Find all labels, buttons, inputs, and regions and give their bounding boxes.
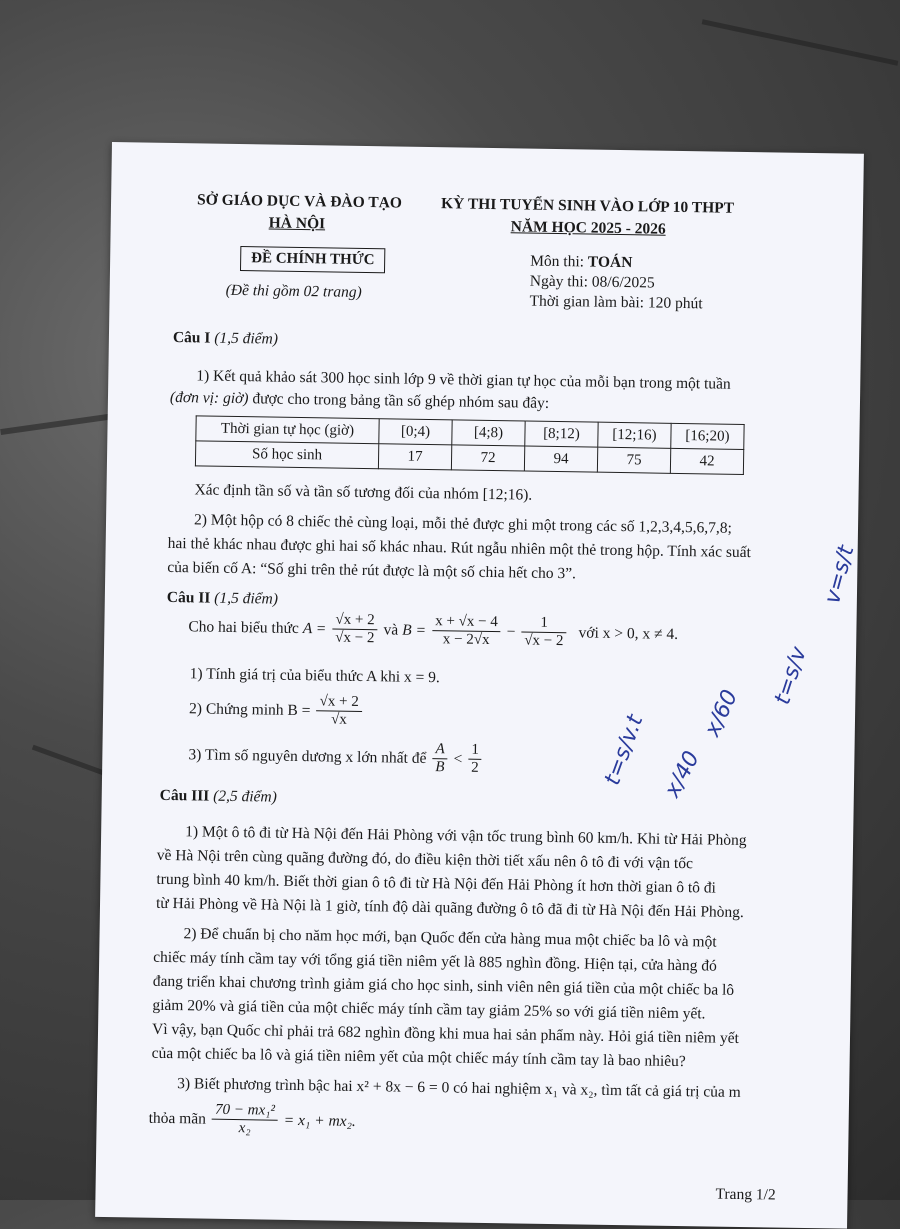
q3-points: (2,5 điểm)	[213, 787, 277, 806]
table-header-count: Số học sinh	[195, 441, 378, 469]
q2-s3-numerator-1: 1	[468, 742, 482, 760]
q2-s1: 1) Tính giá trị của biểu thức A khi x = 9.	[189, 665, 440, 687]
q3-p2-line: giảm 20% và giá tiền của một chiếc máy tính cầm tay giảm 25% so với giá tiền niêm yết.	[152, 996, 706, 1023]
q2-s3-prefix: 3) Tìm số nguyên dương x lớn nhất để	[188, 745, 427, 767]
q3-p1-line: từ Hải Phòng về Hà Nội là 1 giờ, tính độ dài quãng đường ô tô đã đi từ Hà Nội đến Hải Phòng.	[155, 894, 745, 922]
q2-s3-denominator-2: 2	[471, 759, 479, 776]
q3-p3-numerator: 70 − mx₁²	[212, 1102, 278, 1121]
expr-b-fraction-1	[432, 613, 501, 649]
handwritten-note: x/60	[700, 686, 744, 741]
expr-b-denominator-1: x − 2√x	[442, 631, 490, 648]
subject-name: TOÁN	[587, 253, 633, 272]
q3-p3-prefix: thỏa mãn	[148, 1109, 207, 1128]
table-cell-group: [12;16)	[598, 422, 671, 448]
exam-paper	[95, 142, 864, 1229]
table-cell-count: 72	[451, 445, 524, 471]
table-cell-group: [4;8)	[452, 420, 525, 446]
expr-b-minus: −	[506, 622, 516, 640]
q1-points: (1,5 điểm)	[214, 329, 279, 348]
q3-p1-line: 1) Một ô tô đi từ Hà Nội đến Hải Phòng với vận tốc trung bình 60 km/h. Khi từ Hải Phòng	[185, 823, 747, 850]
q3-p2-line: Vì vậy, bạn Quốc chỉ phải trả 682 nghìn đồng khi mua hai sản phẩm này. Hỏi giá tiền niêm yết	[151, 1020, 739, 1047]
q3-p2-line: 2) Để chuẩn bị cho năm học mới, bạn Quốc đến cửa hàng mua một chiếc ba lô và một	[183, 925, 717, 951]
q1-unit: (đơn vị: giờ)	[169, 388, 249, 408]
q2-intro: Cho hai biểu thức	[188, 617, 299, 637]
q2-s3-fraction-ab	[432, 741, 448, 776]
q2-s3-denominator-b: B	[435, 759, 445, 776]
expr-a-denominator: √x − 2	[335, 629, 375, 647]
expr-b-numerator-2: 1	[521, 614, 566, 633]
q1-p1-line2	[170, 387, 550, 415]
q3-p2-line: chiếc máy tính cầm tay với tổng giá tiền niêm yết là 885 nghìn đồng. Hiện tại, cửa hàng đó	[153, 948, 717, 975]
q2-s3	[188, 737, 484, 777]
q3-p2-line: đang triển khai chương trình giảm giá cho học sinh, sinh viên nên giá tiền của một chiếc ba lô	[152, 972, 735, 999]
dept-name: SỞ GIÁO DỤC VÀ ĐÀO TẠO	[196, 191, 403, 212]
city-name: HÀ NỘI	[268, 214, 326, 233]
subject-line	[530, 253, 632, 273]
handwritten-note: v=s/t	[820, 543, 860, 607]
expr-b-numerator-1: x + √x − 4	[432, 613, 501, 632]
q2-s2	[189, 691, 364, 729]
table-cell-count: 94	[524, 446, 597, 472]
q2-s2-numerator: √x + 2	[316, 693, 361, 712]
expr-b-fraction-2	[521, 614, 567, 650]
q2-points: (1,5 điểm)	[214, 589, 279, 608]
table-cell-count: 75	[597, 447, 670, 473]
q2-s2-denominator: √x	[330, 711, 347, 728]
table-cell-group: [16;20)	[671, 423, 744, 449]
school-year: NĂM HỌC 2025 - 2026	[510, 218, 666, 238]
q3-heading	[160, 787, 277, 807]
q1-title: Câu I	[172, 328, 211, 347]
q2-s2-prefix: 2) Chứng minh B =	[188, 699, 311, 719]
q2-expressions	[188, 609, 678, 652]
q1-p1-line1: 1) Kết quả khảo sát 300 học sinh lớp 9 về thời gian tự học của mỗi bạn trong một tuần	[196, 367, 731, 393]
q2-title: Câu II	[166, 588, 211, 607]
q3-p3-fraction	[212, 1102, 278, 1138]
table-cell-group: [0;4)	[379, 419, 452, 445]
expr-b-lhs: B =	[402, 621, 427, 639]
q1-p1-task: Xác định tần số và tần số tương đối của nhóm [12;16).	[194, 481, 533, 504]
frequency-table	[195, 415, 745, 475]
expr-a-fraction	[332, 612, 378, 648]
q2-s3-numerator-a: A	[432, 741, 447, 759]
q3-p3-denominator: x₂	[238, 1120, 251, 1137]
table-cell-count: 17	[378, 444, 451, 470]
handwritten-note: t=s/v.t	[600, 711, 649, 789]
q3-p3-rhs: = x₁ + mx₂.	[283, 1111, 357, 1130]
q2-s3-fraction-half	[468, 742, 482, 777]
q3-p3-condition	[148, 1101, 356, 1139]
handwritten-note: t=s/v	[770, 643, 812, 708]
q2-s3-less-than: <	[453, 749, 463, 768]
q3-p2-line: của một chiếc ba lô và giá tiền niêm yết của một chiếc máy tính cầm tay là bao nhiêu?	[151, 1044, 686, 1071]
table-cell-count: 42	[670, 448, 743, 474]
q3-p1-line: về Hà Nội trên cùng quãng đường đó, do điều kiện thời tiết xấu nên ô tô đi với vận tốc	[156, 846, 694, 873]
expr-b-denominator-2: √x − 2	[524, 632, 564, 650]
q3-p3-line1: 3) Biết phương trình bậc hai x² + 8x − 6 = 0 có hai nghiệm x₁ và x₂, tìm tất cả giá trị của m	[177, 1075, 741, 1101]
pages-note: (Đề thi gồm 02 trang)	[225, 281, 362, 301]
expr-a-lhs: A =	[302, 619, 327, 637]
q1-p2-line1: 2) Một hộp có 8 chiếc thẻ cùng loại, mỗi thẻ được ghi một trong các số 1,2,3,4,5,6,7,8;	[193, 511, 733, 537]
official-badge: ĐỀ CHÍNH THỨC	[240, 246, 386, 273]
q1-p2-line3: của biến cố A: “Số ghi trên thẻ rút được là một số chia hết cho 3”.	[167, 558, 577, 583]
table-header-time: Thời gian tự học (giờ)	[196, 416, 379, 444]
stone-crack	[702, 19, 899, 65]
exam-date: Ngày thi: 08/6/2025	[529, 272, 655, 292]
q3-title: Câu III	[159, 786, 210, 805]
q2-s2-fraction	[316, 693, 362, 729]
expr-a-numerator: √x + 2	[332, 612, 377, 631]
page-number: Trang 1/2	[715, 1185, 776, 1204]
q2-condition: với x > 0, x ≠ 4.	[578, 623, 679, 643]
q2-and: và	[383, 620, 399, 639]
exam-duration: Thời gian làm bài: 120 phút	[529, 292, 703, 313]
q1-p2-line2: hai thẻ khác nhau được ghi hai số khác nhau. Rút ngẫu nhiên một thẻ trong hộp. Tính xác suất	[167, 534, 751, 562]
q3-p1-line: trung bình 40 km/h. Biết thời gian ô tô đi từ Hà Nội đến Hải Phòng ít hơn thời gian ô tô đi	[156, 870, 717, 897]
q2-heading	[167, 589, 278, 609]
q1-heading	[173, 329, 278, 349]
q1-p1-line2-text: được cho trong bảng tần số ghép nhóm sau đây:	[248, 390, 550, 412]
handwritten-note: x/40	[660, 747, 705, 802]
exam-title: KỲ THI TUYỂN SINH VÀO LỚP 10 THPT	[440, 195, 735, 217]
table-cell-group: [8;12)	[525, 421, 598, 447]
subject-label: Môn thi:	[530, 252, 589, 271]
